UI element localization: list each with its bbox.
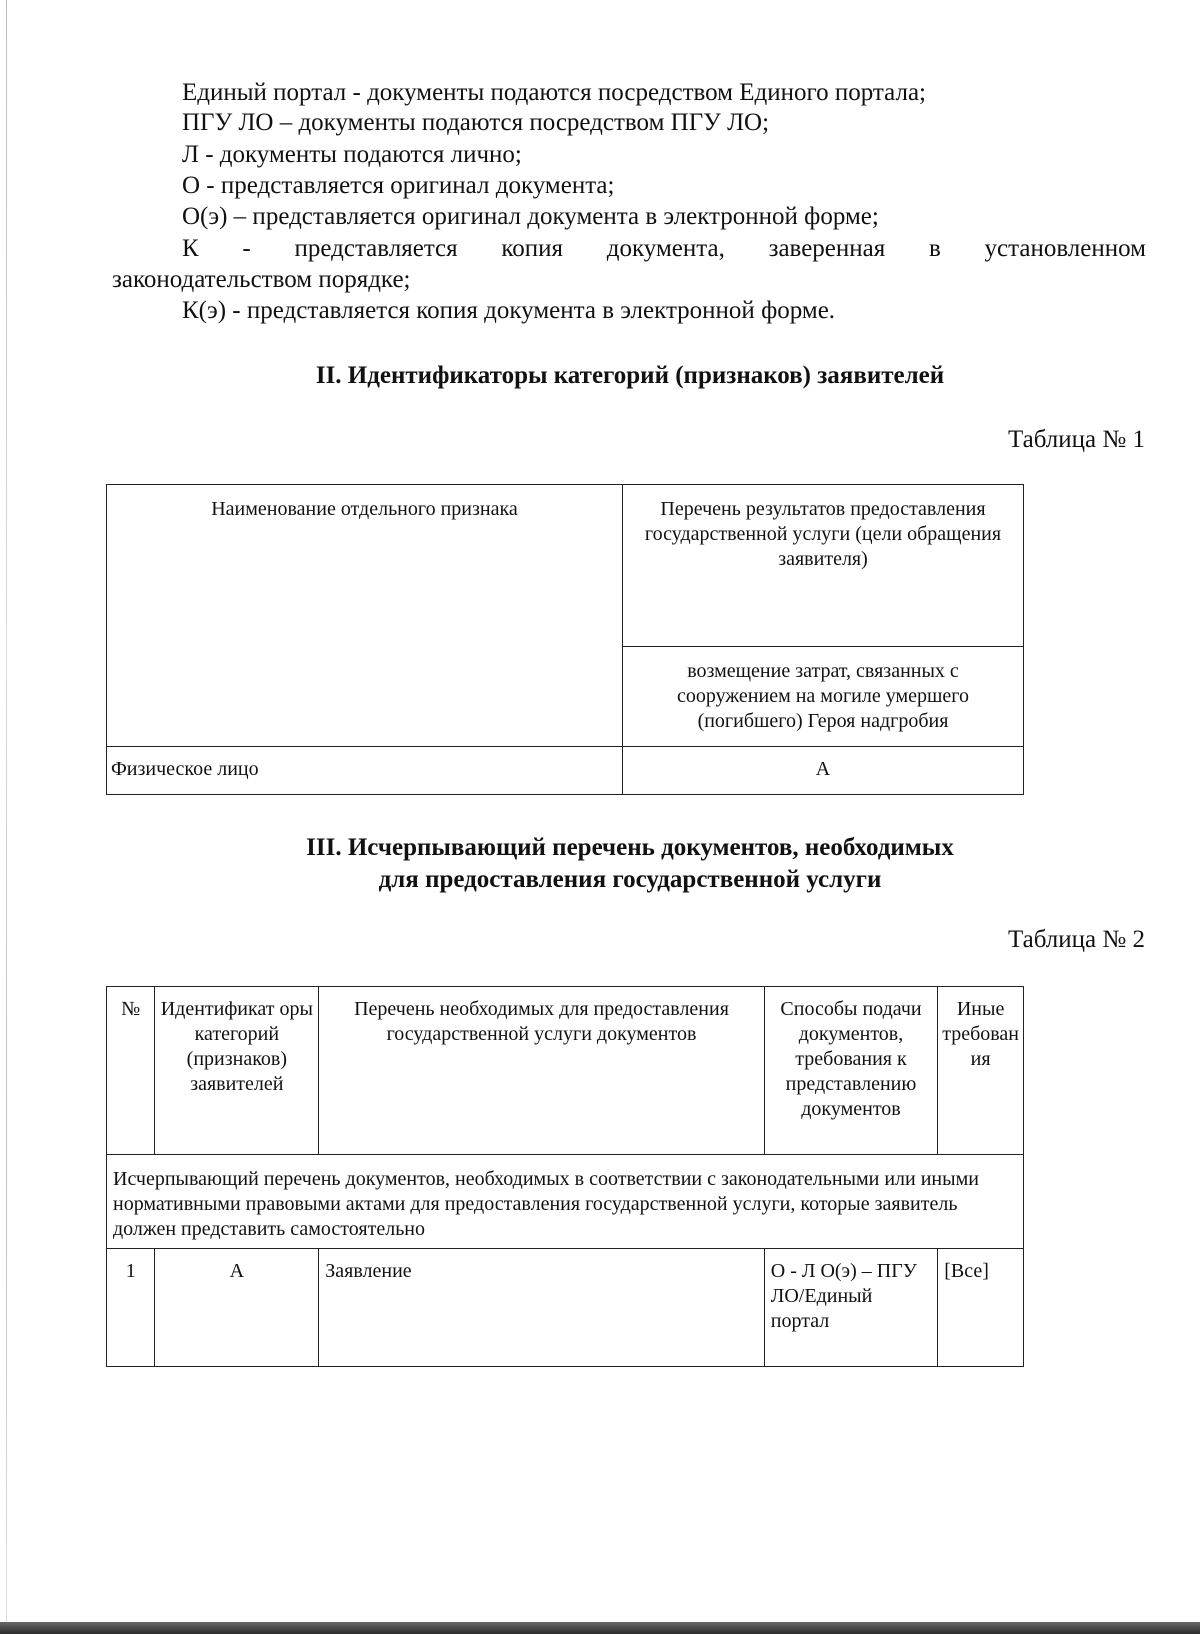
table-1-head-name: Наименование отдельного признака <box>107 485 623 747</box>
legend-line-copy-continued: законодательством порядке; <box>112 266 411 293</box>
table-1-row-value: А <box>623 747 1024 795</box>
legend-line-original: О - представляется оригинал документа; <box>182 172 615 199</box>
scan-edge-left <box>6 0 7 1634</box>
table-row <box>107 1249 1024 1367</box>
legend-line-personal: Л - документы подаются лично; <box>182 141 522 168</box>
table-2-group-note: Исчерпывающий перечень документов, необходимых в соответствии с законодательными или иными нормативными правовыми актами для предоставления государственной услуги, которые заявитель должен представить самостоятельно <box>107 1155 1024 1249</box>
legend-copy-word: в <box>928 235 941 262</box>
section-2-heading: II. Идентификаторы категорий (признаков) заявителей <box>315 362 945 389</box>
legend-line-copy-electronic: К(э) - представляется копия документа в электронной форме. <box>182 297 836 324</box>
legend-copy-word: К <box>182 235 199 262</box>
legend-line-original-electronic: О(э) – представляется оригинал документа в электронной форме; <box>182 203 879 230</box>
legend-copy-word: представляется <box>294 235 458 262</box>
table-2-row-other: [Все] <box>938 1249 1024 1367</box>
table-2-col-no: № <box>107 987 155 1155</box>
table-1-head-results: Перечень результатов предоставления государственной услуги (цели обращения заявителя) <box>623 485 1024 647</box>
scan-edge-bottom <box>0 1622 1200 1634</box>
table-2-col-methods: Способы подачи документов, требования к представлению документов <box>764 987 937 1155</box>
legend-copy-word: заверенная <box>768 235 886 262</box>
table-2 <box>106 986 1024 1367</box>
legend-copy-word: копия <box>501 235 564 262</box>
table-2-caption: Таблица № 2 <box>1007 926 1145 953</box>
section-3-heading-line-1: III. Исчерпывающий перечень документов, необходимых <box>306 834 954 861</box>
table-2-row-identifier: А <box>155 1249 319 1367</box>
legend-copy-word: документа, <box>606 235 725 262</box>
table-2-row-no: 1 <box>107 1249 155 1367</box>
table-1-row-label: Физическое лицо <box>107 747 623 795</box>
legend-copy-word: - <box>242 235 251 262</box>
table-2-col-documents: Перечень необходимых для предоставления государственной услуги документов <box>319 987 765 1155</box>
legend-line-pgu: ПГУ ЛО – документы подаются посредством ПГУ ЛО; <box>182 109 770 136</box>
table-1-caption: Таблица № 1 <box>1007 426 1145 453</box>
table-2-col-other: Иные требован ия <box>938 987 1024 1155</box>
legend-line-copy <box>182 234 1146 264</box>
legend-copy-word: установленном <box>984 235 1146 262</box>
legend-line-portal: Единый портал - документы подаются посредством Единого портала; <box>182 79 926 106</box>
table-1-result-1: возмещение затрат, связанных с сооружением на могиле умершего (погибшего) Героя надгробия <box>623 647 1024 747</box>
table-2-row-method: О - Л О(э) – ПГУ ЛО/Единый портал <box>764 1249 937 1367</box>
table-2-col-identifiers: Идентификат оры категорий (признаков) заявителей <box>155 987 319 1155</box>
table-2-row-document: Заявление <box>319 1249 765 1367</box>
section-3-heading-line-2: для предоставления государственной услуги <box>378 866 882 893</box>
table-1 <box>106 484 1024 795</box>
